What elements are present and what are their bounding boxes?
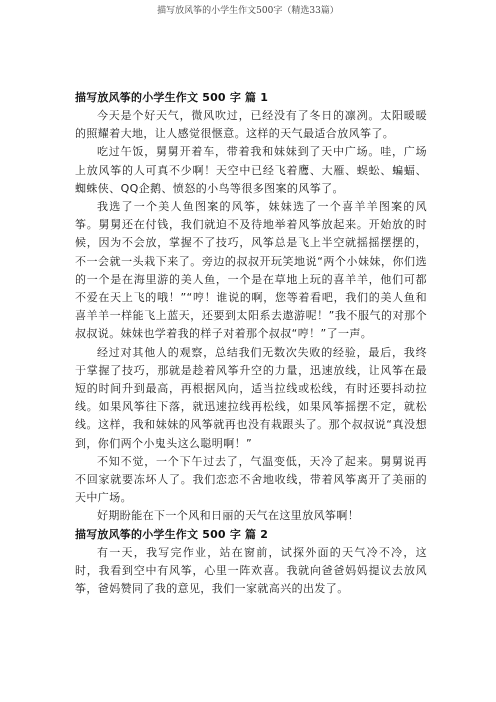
article-1-paragraph-1: 今天是个好天气，微风吹过，已经没有了冬日的凛冽。太阳暖暖的照耀着大地，让人感觉很惬意。这样的天气最适合放风筝了。 — [75, 109, 427, 141]
article-1-paragraph-2: 吃过午饭，舅舅开着车，带着我和妹妹到了天中广场。哇，广场上放风筝的人可真不少啊！天空中已经飞着鹰、大雁、蜈蚣、蝙蝠、蜘蛛侠、QQ企鹅、愤怒的小鸟等很多图案的风筝了。 — [75, 145, 427, 195]
article-1-paragraph-6: 好期盼能在下一个风和日丽的天气在这里放风筝啊！ — [97, 509, 360, 523]
article-2-title: 描写放风筝的小学生作文 500 字 篇 2 — [75, 527, 269, 541]
article-1-title: 描写放风筝的小学生作文 500 字 篇 1 — [75, 91, 269, 104]
article-2-paragraph-1: 有一天，我写完作业，站在窗前，试探外面的天气冷不冷，这时，我看到空中有风筝，心里一阵欢喜。我就向爸爸妈妈提议去放风筝，爸妈赞同了我的意见，我们一家就高兴的出发了。 — [75, 545, 427, 596]
page-header-title: 描写放风筝的小学生作文500字（精选33篇） — [157, 6, 339, 16]
article-1-paragraph-3: 我选了一个美人鱼图案的风筝，妹妹选了一个喜羊羊图案的风筝。舅舅还在付钱，我们就迫不及待地举着风筝放起来。开始放的时候，因为不会放，掌握不了技巧，风筝总是飞上半空就摇摇摆摆的，不一会就一头栽下来了。旁边的叔叔开玩笑地说“两个小妹妹，你们选的一个是在海里游的美人鱼，一个是在草地上玩的喜羊羊，他们可都不爱在天上飞的哦！”“哼！谁说的啊，您等着看吧，我们的美人鱼和喜羊羊一样能飞上蓝天，还要到太阳系去遨游呢！”我不服气的对那个叔叔说。妹妹也学着我的样子对着那个叔叔“哼！”了一声。 — [75, 200, 427, 341]
article-1-paragraph-5: 不知不觉，一个下午过去了，气温变低，天冷了起来。舅舅说再不回家就要冻坏人了。我们恋恋不舍地收线，带着风筝离开了美丽的天中广场。 — [75, 454, 427, 505]
article-1-paragraph-4: 经过对其他人的观察，总结我们无数次失败的经验，最后，我终于掌握了技巧，那就是趁着风筝升空的力量，迅速放线，让风筝在最短的时间升到最高，再根据风向，适当拉线或松线，有时还要抖动拉线。如果风筝往下落，就迅速拉线再松线，如果风筝摇摆不定，就松线。这样，我和妹妹的风筝就再也没有栽跟头了。那个叔叔说“真没想到，你们两个小鬼头这么聪明啊！” — [75, 345, 427, 450]
document-body — [75, 89, 427, 598]
